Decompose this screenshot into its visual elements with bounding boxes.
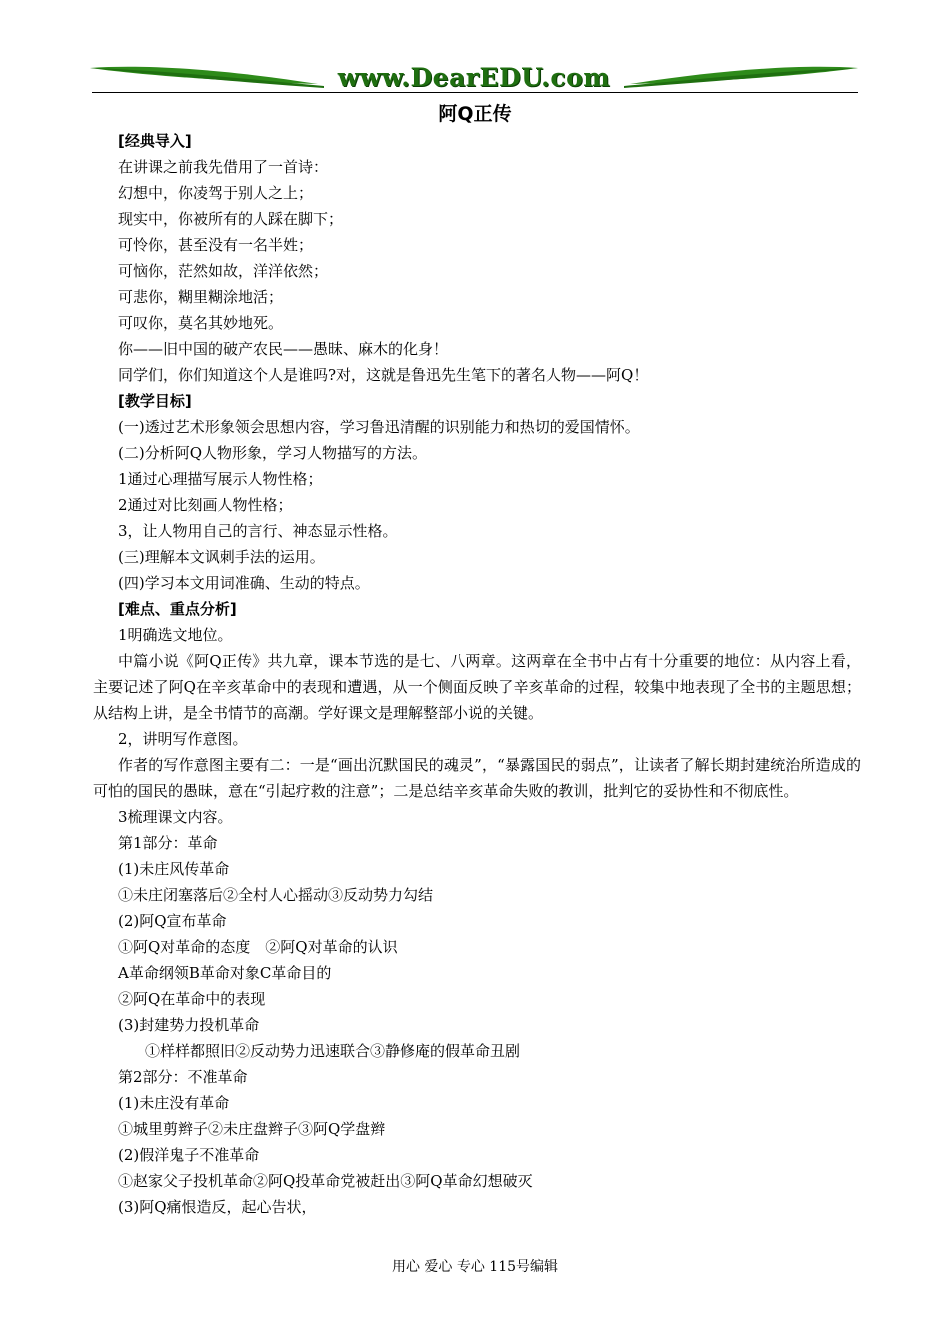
section-heading-goals: [教学目标]	[118, 392, 192, 410]
poem-line: 可怜你，甚至没有一名半姓；	[118, 236, 314, 254]
text-line: 3梳理课文内容。	[118, 808, 233, 826]
section-heading-analysis: [难点、重点分析]	[118, 600, 237, 618]
poem-line: 可恼你，茫然如故，洋洋依然；	[118, 262, 329, 280]
goal-line: (四)学习本文用词准确、生动的特点。	[118, 574, 370, 592]
page-footer: 用心 爱心 专心 115号编辑	[391, 1259, 559, 1275]
site-logo[interactable]: www.DearEDU.com	[337, 63, 611, 92]
section-heading-intro: [经典导入]	[118, 132, 192, 150]
outline-line: (1)未庄没有革命	[118, 1094, 230, 1112]
outline-line: ①未庄闭塞落后②全村人心摇动③反动势力勾结	[118, 886, 434, 904]
outline-line: ①阿Q对革命的态度 ②阿Q对革命的认识	[118, 938, 398, 956]
outline-line: (1)未庄风传革命	[118, 860, 230, 878]
poem-line: 现实中，你被所有的人踩在脚下；	[118, 210, 344, 228]
goal-line: 2通过对比刻画人物性格；	[118, 496, 293, 514]
poem-line: 你——旧中国的破产农民——愚昧、麻木的化身！	[118, 340, 449, 358]
poem-line: 可悲你，糊里糊涂地活；	[118, 288, 284, 306]
outline-line: 第1部分：革命	[118, 834, 218, 852]
text-line: 1明确选文地位。	[118, 626, 233, 644]
poem-line: 幻想中，你凌驾于别人之上；	[118, 184, 314, 202]
text-line: 同学们，你们知道这个人是谁吗?对，这就是鲁迅先生笔下的著名人物——阿Q！	[118, 366, 649, 384]
goal-line: (三)理解本文讽刺手法的运用。	[118, 548, 325, 566]
outline-line: (3)封建势力投机革命	[118, 1016, 260, 1034]
paragraph: 作者的写作意图主要有二：一是“画出沉默国民的魂灵”，“暴露国民的弱点”，让读者了解长期封建统治所造成的可怕的国民的愚昧，意在“引起疗救的注意”；二是总结辛亥革命失败的教训，批判它的妥协性和不彻底性。	[93, 756, 861, 800]
outline-line: ②阿Q在革命中的表现	[118, 990, 266, 1008]
outline-line: ①赵家父子投机革命②阿Q投革命党被赶出③阿Q革命幻想破灭	[118, 1172, 533, 1190]
text-line: 在讲课之前我先借用了一首诗：	[118, 158, 329, 176]
outline-line: (2)假洋鬼子不准革命	[118, 1146, 260, 1164]
outline-line: (2)阿Q宣布革命	[118, 912, 227, 930]
header-rule	[92, 92, 858, 93]
outline-line: A革命纲领B革命对象C革命目的	[118, 964, 332, 982]
goal-line: (一)透过艺术形象领会思想内容，学习鲁迅清醒的识别能力和热切的爱国情怀。	[118, 418, 640, 436]
goal-line: (二)分析阿Q人物形象，学习人物描写的方法。	[118, 444, 428, 462]
outline-line: ①城里剪辫子②未庄盘辫子③阿Q学盘辫	[118, 1120, 386, 1138]
outline-line: ①样样都照旧②反动势力迅速联合③静修庵的假革命丑剧	[145, 1042, 521, 1060]
outline-line: 第2部分：不准革命	[118, 1068, 248, 1086]
document-body	[93, 128, 861, 1220]
text-line: 2，讲明写作意图。	[118, 730, 248, 748]
paragraph: 中篇小说《阿Q正传》共九章，课本节选的是七、八两章。这两章在全书中占有十分重要的地位：从内容上看，主要记述了阿Q在辛亥革命中的表现和遭遇，从一个侧面反映了辛亥革命的过程，较集中地表现了全书的主题思想；从结构上讲，是全书情节的高潮。学好课文是理解整部小说的关键。	[93, 652, 861, 722]
site-banner	[88, 62, 860, 96]
goal-line: 1通过心理描写展示人物性格；	[118, 470, 323, 488]
goal-line: 3，让人物用自己的言行、神态显示性格。	[118, 522, 398, 540]
poem-line: 可叹你，莫名其妙地死。	[118, 314, 284, 332]
outline-line: (3)阿Q痛恨造反，起心告状，	[118, 1198, 317, 1216]
page-title: 阿Q正传	[438, 103, 512, 125]
